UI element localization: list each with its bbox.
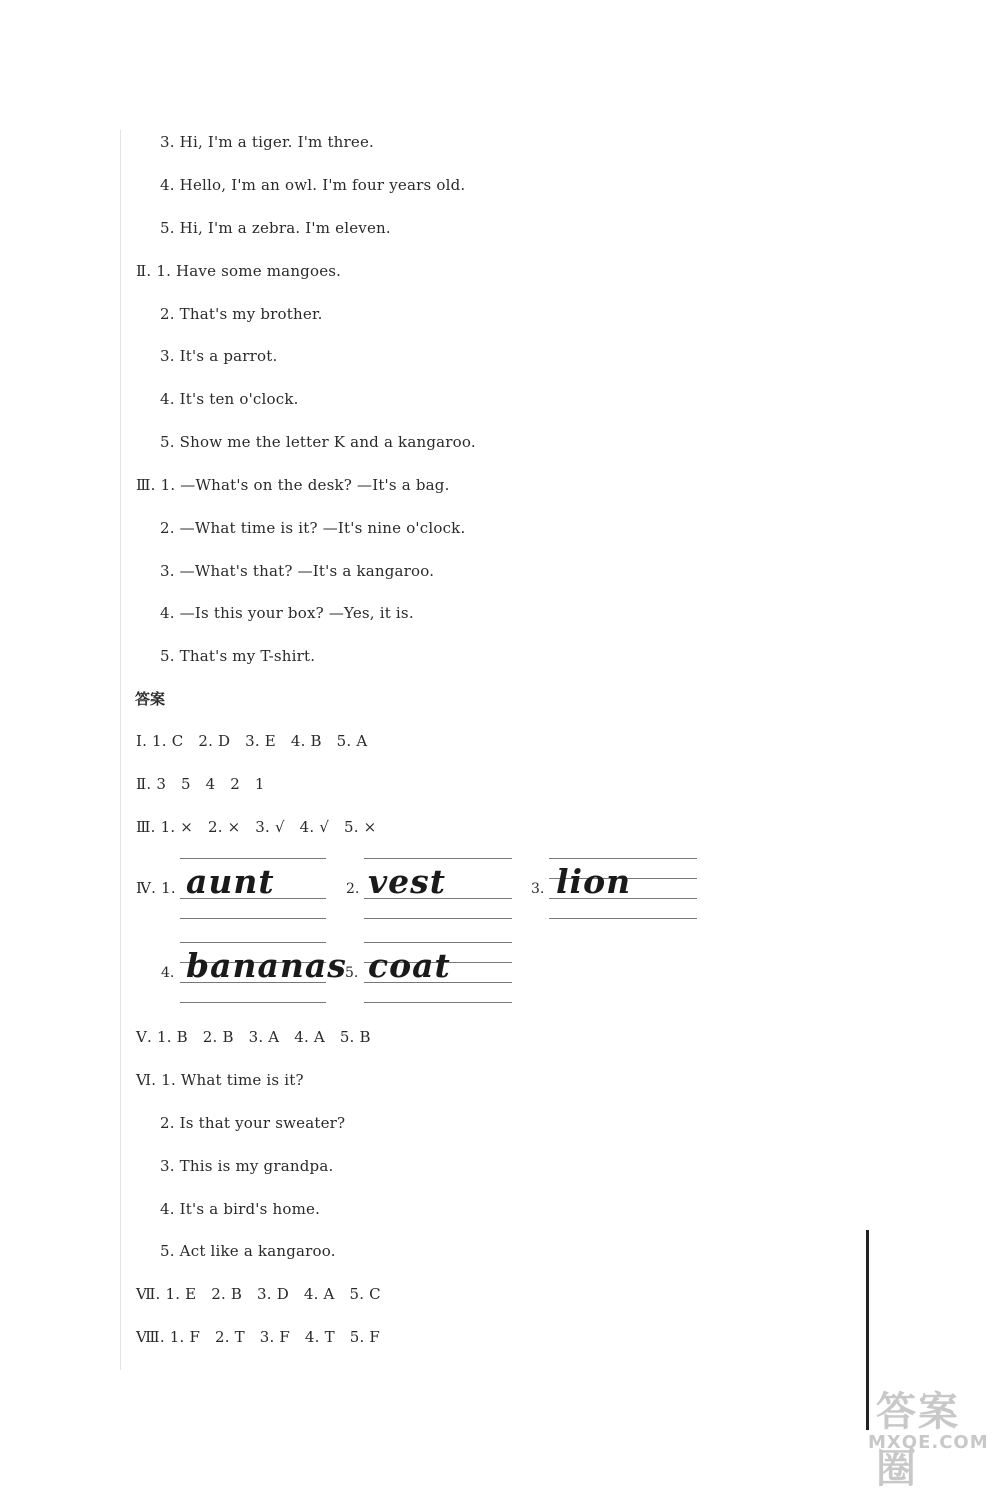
answer-label: Ⅳ. 1. <box>136 879 176 897</box>
answer-line: Ⅷ. 1. F 2. T 3. F 4. T 5. F <box>136 1328 381 1346</box>
guide-line <box>364 1002 512 1003</box>
handwritten-word: coat <box>368 946 451 985</box>
margin-rule <box>120 130 121 1370</box>
answer-line: 2. Is that your sweater? <box>160 1114 346 1132</box>
answer-line: Ⅲ. 1. × 2. × 3. √ 4. √ 5. × <box>136 818 377 836</box>
guide-line <box>364 918 512 919</box>
answer-line: Ⅴ. 1. B 2. B 3. A 4. A 5. B <box>136 1028 371 1046</box>
word-number: 3. <box>531 881 545 897</box>
listening-line: Ⅲ. 1. —What's on the desk? —It's a bag. <box>136 476 450 494</box>
watermark-url: MXQE.COM <box>868 1432 989 1453</box>
answer-line: Ⅶ. 1. E 2. B 3. D 4. A 5. C <box>136 1285 381 1303</box>
guide-line <box>180 918 326 919</box>
handwritten-word: bananas <box>186 946 347 985</box>
guide-line <box>549 858 697 859</box>
listening-line: 4. —Is this your box? —Yes, it is. <box>160 604 414 622</box>
word-number: 4. <box>161 965 175 981</box>
handwritten-word: lion <box>556 862 632 901</box>
listening-line: 2. That's my brother. <box>160 305 323 323</box>
handwritten-word: aunt <box>186 862 275 901</box>
listening-line: Ⅱ. 1. Have some mangoes. <box>136 262 342 280</box>
guide-line <box>549 918 697 919</box>
answer-line: Ⅵ. 1. What time is it? <box>136 1071 304 1089</box>
guide-line <box>180 858 326 859</box>
listening-line: 3. —What's that? —It's a kangaroo. <box>160 562 435 580</box>
listening-line: 5. Show me the letter K and a kangaroo. <box>160 433 476 451</box>
answer-line: 3. This is my grandpa. <box>160 1157 334 1175</box>
answer-line: 4. It's a bird's home. <box>160 1200 321 1218</box>
answer-line: 5. Act like a kangaroo. <box>160 1242 336 1260</box>
handwritten-word: vest <box>368 862 446 901</box>
guide-line <box>180 942 326 943</box>
answer-line: Ⅰ. 1. C 2. D 3. E 4. B 5. A <box>136 732 368 750</box>
listening-line: 5. That's my T-shirt. <box>160 647 316 665</box>
watermark-logo: 答案圈 <box>876 1389 960 1492</box>
answers-heading: 答案 <box>135 690 166 708</box>
guide-line <box>364 858 512 859</box>
listening-line: 5. Hi, I'm a zebra. I'm eleven. <box>160 219 391 237</box>
listening-line: 3. It's a parrot. <box>160 347 278 365</box>
word-number: 5. <box>345 965 359 981</box>
scan-edge-bar <box>866 1230 869 1430</box>
listening-line: 4. It's ten o'clock. <box>160 390 299 408</box>
listening-line: 3. Hi, I'm a tiger. I'm three. <box>160 133 375 151</box>
guide-line <box>180 1002 326 1003</box>
word-number: 2. <box>346 881 360 897</box>
guide-line <box>364 942 512 943</box>
answer-line: Ⅱ. 3 5 4 2 1 <box>136 775 265 793</box>
listening-line: 4. Hello, I'm an owl. I'm four years old. <box>160 176 466 194</box>
listening-line: 2. —What time is it? —It's nine o'clock. <box>160 519 466 537</box>
